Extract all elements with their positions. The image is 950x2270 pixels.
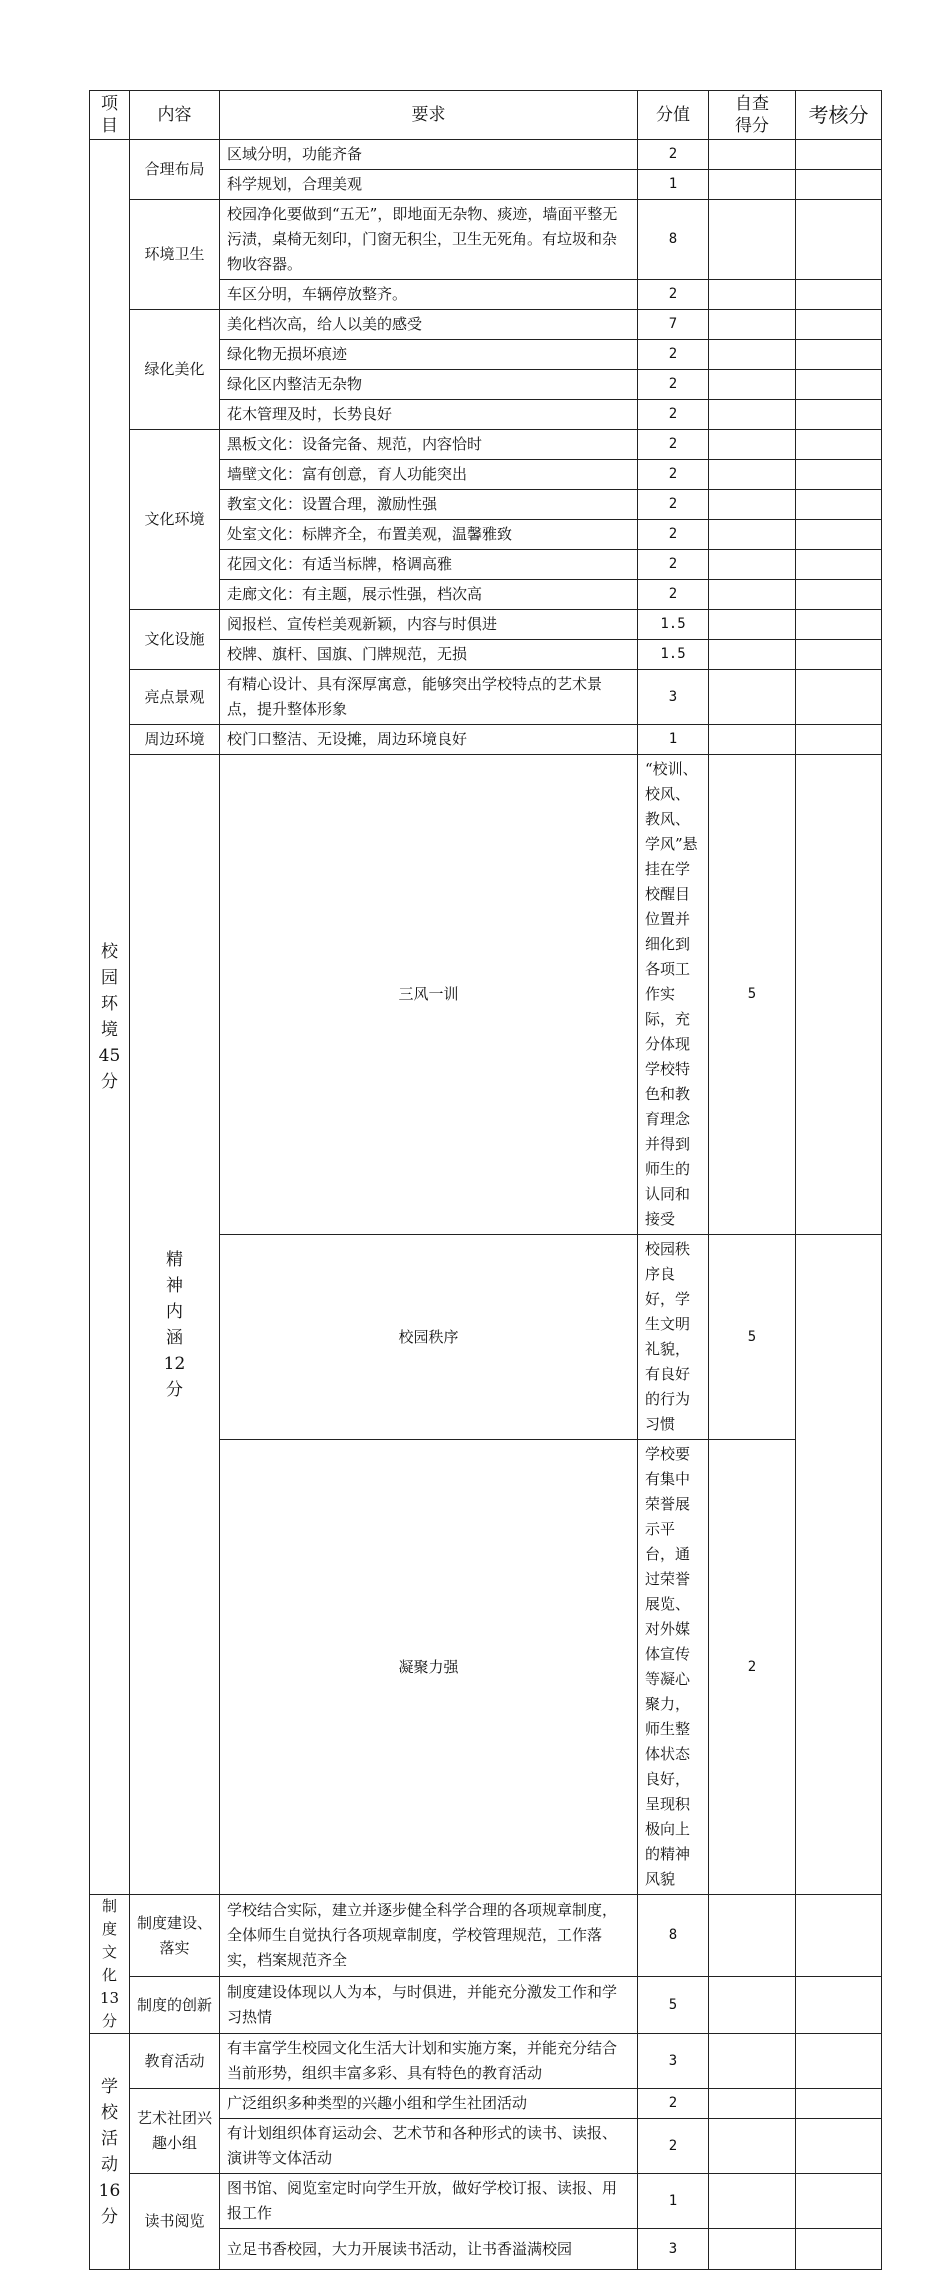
self-check-cell[interactable]: [709, 170, 796, 200]
self-check-cell[interactable]: [709, 550, 796, 580]
score-cell: 5: [709, 1235, 796, 1440]
score-cell: 2: [638, 2089, 709, 2119]
header-self-check: 自查 得分: [709, 91, 796, 140]
self-check-cell[interactable]: [709, 400, 796, 430]
table-row: [90, 610, 882, 640]
self-check-cell[interactable]: [709, 2229, 796, 2270]
sub-culture-env: 文化环境: [130, 430, 220, 610]
self-check-cell[interactable]: [709, 2119, 796, 2174]
self-check-cell[interactable]: [709, 640, 796, 670]
score-cell: 8: [638, 1895, 709, 1977]
score-cell: 2: [638, 460, 709, 490]
assessment-cell[interactable]: [796, 460, 882, 490]
requirement-cell: 立足书香校园，大力开展读书活动，让书香溢满校园: [220, 2229, 638, 2270]
requirement-cell: 车区分明，车辆停放整齐。: [220, 280, 638, 310]
assessment-cell[interactable]: [796, 2229, 882, 2270]
score-cell: 5: [709, 755, 796, 1235]
header-requirement: 要求: [220, 91, 638, 140]
self-check-cell[interactable]: [709, 2034, 796, 2089]
assessment-cell[interactable]: [796, 400, 882, 430]
sub-order: 校园秩序: [220, 1235, 638, 1440]
requirement-cell: 有丰富学生校园文化生活大计划和实施方案，并能充分结合当前形势，组织丰富多彩、具有特色的教育活动: [220, 2034, 638, 2089]
assessment-cell[interactable]: [796, 310, 882, 340]
assessment-cell[interactable]: [796, 490, 882, 520]
assessment-cell[interactable]: [796, 280, 882, 310]
table-row: [90, 430, 882, 460]
score-cell: 2: [638, 490, 709, 520]
score-cell: 2: [638, 2119, 709, 2174]
table-row: [90, 310, 882, 340]
self-check-cell[interactable]: [709, 1895, 796, 1977]
header-content: 内容: [130, 91, 220, 140]
assessment-cell[interactable]: [796, 2089, 882, 2119]
requirement-cell: 学校要有集中荣誉展示平台，通过荣誉展览、对外媒体宣传等凝心聚力，师生整体状态良好，呈现积极向上的精神风貌: [638, 1440, 709, 1895]
table-row: [90, 670, 882, 725]
assessment-cell[interactable]: [796, 2174, 882, 2229]
requirement-cell: 教室文化：设置合理，激励性强: [220, 490, 638, 520]
requirement-cell: 黑板文化：设备完备、规范，内容恰时: [220, 430, 638, 460]
self-check-cell[interactable]: [709, 520, 796, 550]
score-cell: 1.5: [638, 610, 709, 640]
sub-cohesion: 凝聚力强: [220, 1440, 638, 1895]
self-check-cell[interactable]: [709, 610, 796, 640]
requirement-cell: 校牌、旗杆、国旗、门牌规范，无损: [220, 640, 638, 670]
self-check-cell[interactable]: [709, 2089, 796, 2119]
table-row: [90, 755, 882, 1235]
requirement-cell: 墙壁文化：富有创意，育人功能突出: [220, 460, 638, 490]
requirement-cell: 绿化区内整洁无杂物: [220, 370, 638, 400]
self-check-cell[interactable]: [709, 280, 796, 310]
sub-greening: 绿化美化: [130, 310, 220, 430]
category-spirit: 精 神 内 涵 12 分: [130, 755, 220, 1895]
score-cell: 2: [638, 340, 709, 370]
requirement-cell: 美化档次高，给人以美的感受: [220, 310, 638, 340]
assessment-cell[interactable]: [796, 1895, 882, 1977]
evaluation-table: [89, 90, 882, 2270]
self-check-cell[interactable]: [709, 490, 796, 520]
assessment-cell[interactable]: [796, 580, 882, 610]
requirement-cell: 校园净化要做到“五无”，即地面无杂物、痰迹，墙面平整无污渍，桌椅无刻印，门窗无积尘，卫生无死角。有垃圾和杂物收容器。: [220, 200, 638, 280]
table-row: [90, 140, 882, 170]
score-cell: 2: [638, 400, 709, 430]
score-cell: 7: [638, 310, 709, 340]
sub-system-innovate: 制度的创新: [130, 1977, 220, 2034]
sub-hygiene: 环境卫生: [130, 200, 220, 310]
self-check-cell[interactable]: [709, 200, 796, 280]
score-cell: 5: [638, 1977, 709, 2034]
assessment-cell[interactable]: [796, 520, 882, 550]
assessment-cell[interactable]: [796, 725, 882, 755]
header-score: 分值: [638, 91, 709, 140]
score-cell: 2: [709, 1440, 796, 1895]
table-row: [90, 725, 882, 755]
self-check-cell[interactable]: [709, 2174, 796, 2229]
score-cell: 2: [638, 280, 709, 310]
score-cell: 1: [638, 170, 709, 200]
sub-club: 艺术社团兴趣小组: [130, 2089, 220, 2174]
table-row: [90, 1977, 882, 2034]
assessment-cell[interactable]: [796, 2119, 882, 2174]
requirement-cell: 有计划组织体育运动会、艺术节和各种形式的读书、读报、演讲等文体活动: [220, 2119, 638, 2174]
sub-reading: 读书阅览: [130, 2174, 220, 2270]
self-check-cell[interactable]: [709, 340, 796, 370]
assessment-cell[interactable]: [796, 170, 882, 200]
sub-motto: 三风一训: [220, 755, 638, 1235]
score-cell: 1: [638, 725, 709, 755]
assessment-cell[interactable]: [796, 640, 882, 670]
assessment-cell[interactable]: [796, 340, 882, 370]
requirement-cell: 花园文化：有适当标牌，格调高雅: [220, 550, 638, 580]
assessment-cell[interactable]: [796, 610, 882, 640]
requirement-cell: 科学规划，合理美观: [220, 170, 638, 200]
score-cell: 1: [638, 2174, 709, 2229]
requirement-cell: “校训、校风、教风、学风”悬挂在学校醒目位置并细化到各项工作实际，充分体现学校特色和教育理念并得到师生的认同和接受: [638, 755, 709, 1235]
requirement-cell: 广泛组织多种类型的兴趣小组和学生社团活动: [220, 2089, 638, 2119]
self-check-cell[interactable]: [709, 370, 796, 400]
category-system: 制 度 文 化 13 分: [90, 1895, 130, 2034]
score-cell: 2: [638, 550, 709, 580]
assessment-cell[interactable]: [796, 200, 882, 280]
requirement-cell: 阅报栏、宣传栏美观新颖，内容与时俱进: [220, 610, 638, 640]
table-row: [90, 2174, 882, 2229]
self-check-cell[interactable]: [796, 1235, 882, 1895]
assessment-cell[interactable]: [796, 670, 882, 725]
requirement-cell: 制度建设体现以人为本，与时俱进，并能充分激发工作和学习热情: [220, 1977, 638, 2034]
table-row: [90, 200, 882, 280]
header-assessment: 考核分: [796, 91, 882, 140]
assessment-cell[interactable]: [796, 370, 882, 400]
requirement-cell: 绿化物无损坏痕迹: [220, 340, 638, 370]
header-project: 项 目: [90, 91, 130, 140]
self-check-cell[interactable]: [709, 1977, 796, 2034]
assessment-cell[interactable]: [796, 1977, 882, 2034]
category-campus: 校 园 环 境 45 分: [90, 140, 130, 1895]
self-check-cell[interactable]: [709, 430, 796, 460]
self-check-cell[interactable]: [709, 460, 796, 490]
sub-facility: 文化设施: [130, 610, 220, 670]
table-row: [90, 2089, 882, 2119]
score-cell: 1.5: [638, 640, 709, 670]
requirement-cell: 学校结合实际，建立并逐步健全科学合理的各项规章制度，全体师生自觉执行各项规章制度，学校管理规范，工作落实，档案规范齐全: [220, 1895, 638, 1977]
requirement-cell: 有精心设计、具有深厚寓意，能够突出学校特点的艺术景点，提升整体形象: [220, 670, 638, 725]
requirement-cell: 花木管理及时，长势良好: [220, 400, 638, 430]
assessment-cell[interactable]: [796, 430, 882, 460]
score-cell: 2: [638, 370, 709, 400]
self-check-cell[interactable]: [709, 670, 796, 725]
requirement-cell: 走廊文化：有主题，展示性强，档次高: [220, 580, 638, 610]
assessment-cell[interactable]: [796, 550, 882, 580]
category-activity: 学 校 活 动 16 分: [90, 2034, 130, 2270]
score-cell: 2: [638, 520, 709, 550]
sub-education: 教育活动: [130, 2034, 220, 2089]
score-cell: 3: [638, 2229, 709, 2270]
score-cell: 3: [638, 2034, 709, 2089]
self-check-cell[interactable]: [709, 725, 796, 755]
requirement-cell: 校园秩序良好，学生文明礼貌，有良好的行为习惯: [638, 1235, 709, 1440]
assessment-cell[interactable]: [796, 140, 882, 170]
score-cell: 3: [638, 670, 709, 725]
sub-layout: 合理布局: [130, 140, 220, 200]
sub-surroundings: 周边环境: [130, 725, 220, 755]
requirement-cell: 处室文化：标牌齐全，布置美观，温馨雅致: [220, 520, 638, 550]
table-row: [90, 2034, 882, 2089]
score-cell: 8: [638, 200, 709, 280]
self-check-cell[interactable]: [709, 580, 796, 610]
requirement-cell: 校门口整洁、无设摊，周边环境良好: [220, 725, 638, 755]
score-cell: 2: [638, 140, 709, 170]
self-check-cell[interactable]: [709, 140, 796, 170]
self-check-cell[interactable]: [796, 755, 882, 1235]
requirement-cell: 区域分明，功能齐备: [220, 140, 638, 170]
score-cell: 2: [638, 580, 709, 610]
sub-highlight: 亮点景观: [130, 670, 220, 725]
table-row: [90, 1895, 882, 1977]
assessment-cell[interactable]: [796, 2034, 882, 2089]
self-check-cell[interactable]: [709, 310, 796, 340]
requirement-cell: 图书馆、阅览室定时向学生开放，做好学校订报、读报、用报工作: [220, 2174, 638, 2229]
score-cell: 2: [638, 430, 709, 460]
sub-system-build: 制度建设、落实: [130, 1895, 220, 1977]
header-row: [90, 91, 882, 140]
